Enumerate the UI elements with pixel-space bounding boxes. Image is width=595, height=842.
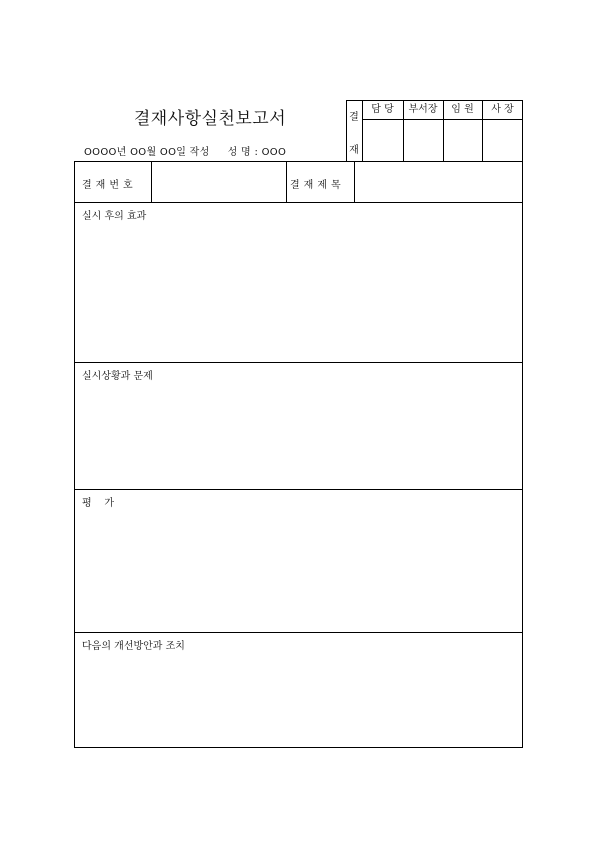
section-divider-2 — [74, 489, 523, 490]
section-label-status-problem: 실시상황과 문제 — [82, 371, 153, 382]
form-bottom-border — [74, 747, 523, 748]
name-label: 성 명 : — [227, 147, 259, 158]
info-row-bottom — [74, 202, 523, 203]
section-label-effect: 실시 후의 효과 — [82, 211, 147, 222]
approval-role-dept-head: 부서장 — [408, 104, 438, 115]
name-value: OOO — [261, 147, 287, 158]
info-divider-2 — [286, 161, 287, 202]
document-title: 결재사항실천보고서 — [133, 109, 287, 129]
approval-subject-field[interactable] — [355, 162, 522, 202]
approval-number-label: 결재번호 — [82, 180, 137, 191]
section-label-evaluation: 평 가 — [82, 498, 115, 509]
section-content-effect[interactable] — [75, 222, 522, 361]
signature-cell-president[interactable] — [483, 120, 522, 161]
approval-number-field[interactable] — [152, 162, 286, 202]
section-divider-1 — [74, 362, 523, 363]
date-author-line — [84, 143, 286, 158]
signature-cell-dept-head[interactable] — [404, 120, 443, 161]
signature-cell-manager[interactable] — [363, 120, 403, 161]
approval-side-label-top: 결 — [349, 112, 359, 123]
approval-role-president: 사 장 — [491, 104, 514, 115]
approval-subject-label: 결재제목 — [290, 180, 345, 191]
signature-cell-executive[interactable] — [444, 120, 482, 161]
approval-role-executive: 임 원 — [451, 104, 474, 115]
approval-role-manager: 담 당 — [371, 104, 394, 115]
approval-side-label-bottom: 재 — [349, 145, 359, 156]
date-text: OOOO년 OO월 OO일 작성 — [84, 147, 210, 158]
section-content-status-problem[interactable] — [75, 382, 522, 488]
form-right-border — [522, 100, 523, 748]
section-divider-3 — [74, 632, 523, 633]
section-content-next-improvement[interactable] — [75, 652, 522, 746]
section-content-evaluation[interactable] — [75, 509, 522, 631]
section-label-next-improvement: 다음의 개선방안과 조치 — [82, 641, 185, 652]
